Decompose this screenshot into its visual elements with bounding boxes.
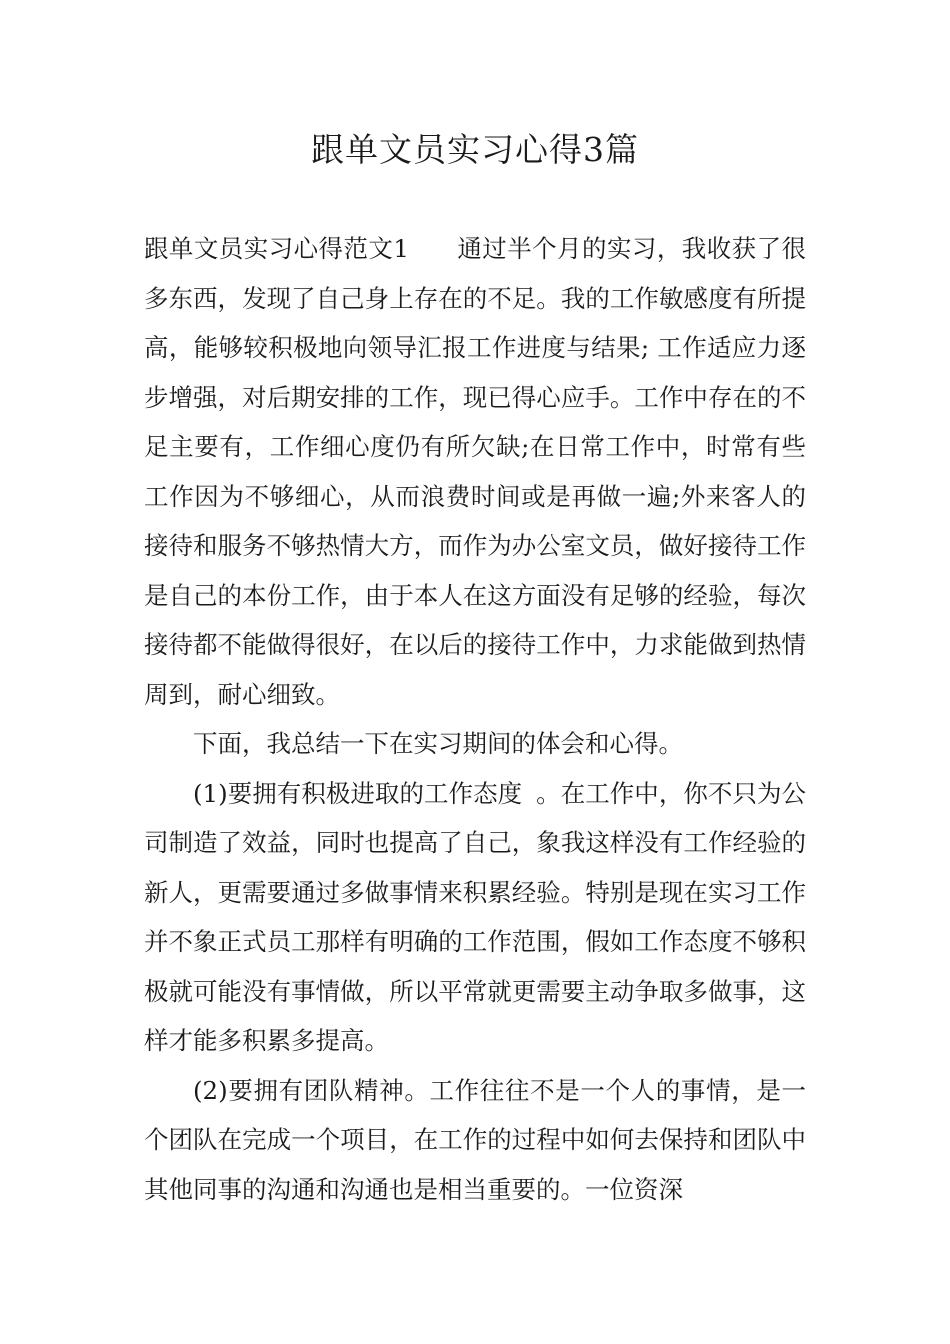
item-2-label: (2)要拥有团队精神。 <box>193 1075 430 1105</box>
paragraph-1-text: 通过半个月的实习，我收获了很多东西，发现了自己身上存在的不足。我的工作敏感度有所提高，能够较积极地向领导汇报工作进度与结果; 工作适应力逐步增强，对后期安排的工作，现已得心应手。工作中存在的不足主要有，工作细心度仍有所欠缺;在日常工作中，时常有些工作因为不够细心，从而浪费时间或是再做一遍;外来客人的接待和服务不够热情大方，而作为办公室文员，做好接待工作是自己的本份工作，由于本人在这方面没有足够的经验，每次接待都不能做得很好，在以后的接待工作中，力求能做到热情周到，耐心细致。 <box>144 234 807 709</box>
item-1-text: 。在工作中，你不只为公司制造了效益，同时也提高了自己，象我这样没有工作经验的新人，更需要通过多做事情来积累经验。特别是现在实习工作并不象正式员工那样有明确的工作范围，假如工作态度不够积极就可能没有事情做，所以平常就更需要主动争取多做事，这样才能多积累多提高。 <box>144 778 807 1055</box>
item-1-paragraph <box>144 769 806 1066</box>
item-2-paragraph <box>144 1066 806 1215</box>
document-title: 跟单文员实习心得3篇 <box>311 130 639 169</box>
item-2-text: 工作往往不是一个人的事情，是一个团队在完成一个项目，在工作的过程中如何去保持和团队中其他同事的沟通和沟通也是相当重要的。一位资深 <box>144 1075 806 1204</box>
section-heading: 跟单文员实习心得范文1 <box>144 234 409 263</box>
summary-paragraph: 下面，我总结一下在实习期间的体会和心得。 <box>193 729 683 758</box>
item-1-label: (1)要拥有积极进取的工作态度 <box>193 778 523 808</box>
document-body <box>144 224 806 1214</box>
intro-paragraph <box>144 224 806 719</box>
